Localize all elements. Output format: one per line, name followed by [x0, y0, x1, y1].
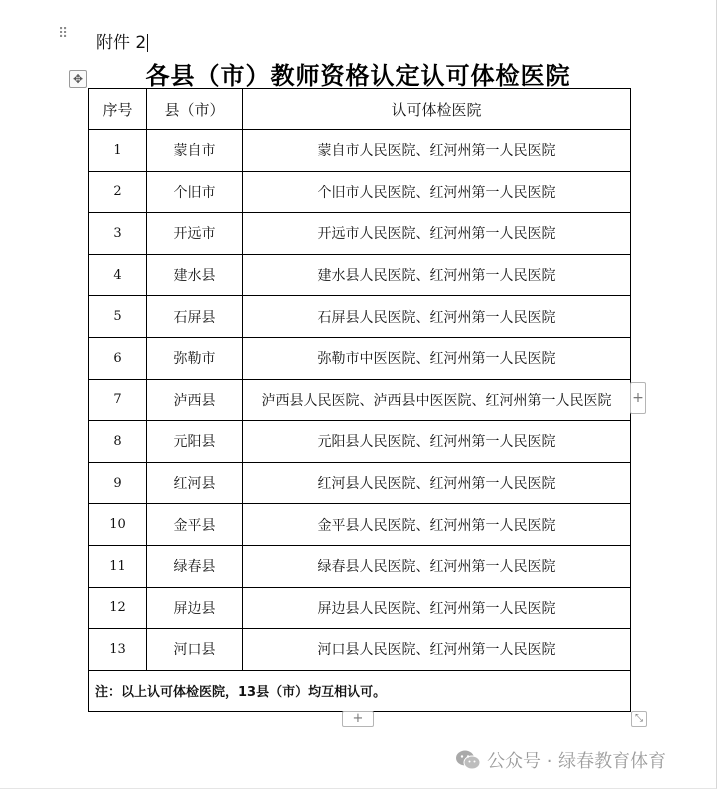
- hospital-cell: 金平县人民医院、红河州第一人民医院: [243, 504, 631, 546]
- add-column-button[interactable]: +: [342, 711, 374, 727]
- county-cell: 个旧市: [147, 171, 243, 213]
- county-cell: 建水县: [147, 254, 243, 296]
- county-cell: 红河县: [147, 462, 243, 504]
- table-row: [89, 296, 631, 338]
- county-cell: 弥勒市: [147, 337, 243, 379]
- document-title: 各县（市）教师资格认定认可体检医院: [145, 61, 571, 90]
- county-cell: 蒙自市: [147, 130, 243, 172]
- county-cell: 开远市: [147, 213, 243, 255]
- county-cell: 元阳县: [147, 421, 243, 463]
- row-number: 3: [89, 213, 147, 255]
- row-number: 5: [89, 296, 147, 338]
- row-number: 11: [89, 545, 147, 587]
- table-row: [89, 504, 631, 546]
- county-cell: 石屏县: [147, 296, 243, 338]
- table-note: 注：以上认可体检医院，13县（市）均互相认可。: [89, 670, 631, 711]
- table-row: [89, 254, 631, 296]
- header-county: 县（市）: [147, 89, 243, 130]
- hospital-cell: 绿春县人民医院、红河州第一人民医院: [243, 545, 631, 587]
- hospital-cell: 建水县人民医院、红河州第一人民医院: [243, 254, 631, 296]
- hospital-cell: 开远市人民医院、红河州第一人民医院: [243, 213, 631, 255]
- note-row: [89, 670, 631, 711]
- table-row: [89, 421, 631, 463]
- row-number: 6: [89, 337, 147, 379]
- watermark: [455, 748, 666, 772]
- row-number: 2: [89, 171, 147, 213]
- hospital-cell: 蒙自市人民医院、红河州第一人民医院: [243, 130, 631, 172]
- table-row: [89, 171, 631, 213]
- hospital-cell: 红河县人民医院、红河州第一人民医院: [243, 462, 631, 504]
- hospital-cell: 石屏县人民医院、红河州第一人民医院: [243, 296, 631, 338]
- hospital-cell: 弥勒市中医医院、红河州第一人民医院: [243, 337, 631, 379]
- row-number: 13: [89, 629, 147, 671]
- resize-diagonal-icon[interactable]: ⤡: [631, 711, 647, 727]
- table-row: [89, 213, 631, 255]
- row-number: 1: [89, 130, 147, 172]
- hospital-cell: 个旧市人民医院、红河州第一人民医院: [243, 171, 631, 213]
- attachment-label[interactable]: 附件 2: [96, 33, 147, 53]
- county-cell: 泸西县: [147, 379, 243, 421]
- row-number: 10: [89, 504, 147, 546]
- header-number: 序号: [89, 89, 147, 130]
- text-cursor: [147, 34, 148, 52]
- table-row: [89, 379, 631, 421]
- hospital-cell: 屏边县人民医院、红河州第一人民医院: [243, 587, 631, 629]
- row-number: 7: [89, 379, 147, 421]
- county-cell: 屏边县: [147, 587, 243, 629]
- county-cell: 河口县: [147, 629, 243, 671]
- hospital-cell: 元阳县人民医院、红河州第一人民医院: [243, 421, 631, 463]
- hospital-cell: 河口县人民医院、红河州第一人民医院: [243, 629, 631, 671]
- add-row-button[interactable]: +: [630, 382, 646, 414]
- drag-dots-icon[interactable]: ⠿: [58, 26, 68, 42]
- row-number: 4: [89, 254, 147, 296]
- move-arrows-icon[interactable]: ✥: [69, 70, 87, 88]
- wechat-icon: [455, 749, 481, 771]
- table-row: [89, 337, 631, 379]
- county-cell: 绿春县: [147, 545, 243, 587]
- table-row: [89, 130, 631, 172]
- row-number: 8: [89, 421, 147, 463]
- table-row: [89, 545, 631, 587]
- hospital-table: [88, 88, 631, 712]
- row-number: 12: [89, 587, 147, 629]
- county-cell: 金平县: [147, 504, 243, 546]
- watermark-text: 公众号 · 绿春教育体育: [487, 751, 667, 772]
- table-row: [89, 629, 631, 671]
- header-hospital: 认可体检医院: [243, 89, 631, 130]
- row-number: 9: [89, 462, 147, 504]
- table-row: [89, 462, 631, 504]
- hospital-cell: 泸西县人民医院、泸西县中医医院、红河州第一人民医院: [243, 379, 631, 421]
- table-row: [89, 587, 631, 629]
- table-header-row: [89, 89, 631, 130]
